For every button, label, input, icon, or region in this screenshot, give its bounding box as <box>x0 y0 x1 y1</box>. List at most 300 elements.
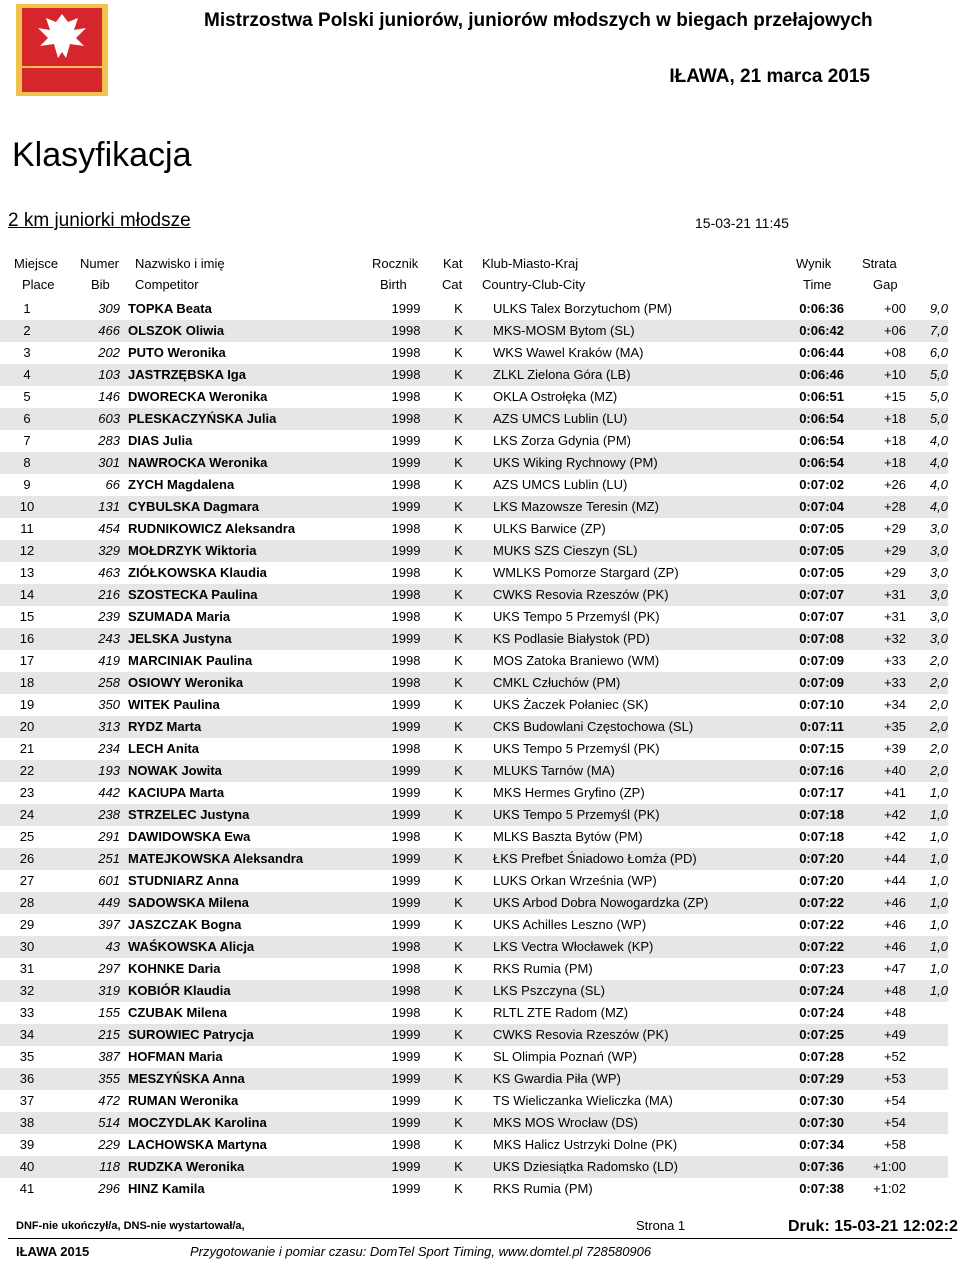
time-gap: +48 <box>883 1005 906 1020</box>
bib-cell: 387 <box>98 1049 120 1064</box>
header-birth-en: Birth <box>380 277 407 292</box>
table-row <box>0 1090 948 1112</box>
table-row <box>0 540 948 562</box>
place-cell: 3 <box>23 345 31 360</box>
club-name: MKS-MOSM Bytom (SL) <box>481 320 783 342</box>
table-row <box>0 782 948 804</box>
table-row <box>0 870 948 892</box>
category: K <box>436 892 481 914</box>
points <box>906 1134 948 1156</box>
table-row <box>0 606 948 628</box>
place-cell: 32 <box>0 980 54 1002</box>
category: K <box>454 917 463 932</box>
points: 4,0 <box>906 496 948 518</box>
time-gap: +54 <box>844 1112 906 1134</box>
category: K <box>436 760 481 782</box>
time-gap: +18 <box>844 452 906 474</box>
birth-year: 1998 <box>391 1005 421 1020</box>
table-row <box>0 826 948 848</box>
header-time-pl: Wynik <box>796 256 832 271</box>
club-name: MUKS SZS Cieszyn (SL) <box>481 540 783 562</box>
place-cell: 25 <box>19 829 35 844</box>
category: K <box>436 408 481 430</box>
event-title: Mistrzostwa Polski juniorów, juniorów młodszych w biegach przełajowych <box>204 10 873 31</box>
club-name: SL Olimpia Poznań (WP) <box>493 1049 638 1064</box>
bib-cell: 251 <box>54 848 128 870</box>
category: K <box>436 980 481 1002</box>
time-gap: +31 <box>883 609 906 624</box>
header-time-en: Time <box>803 277 832 292</box>
result-time: 0:07:25 <box>783 1024 844 1046</box>
table-row <box>0 716 948 738</box>
birth-year: 1999 <box>376 892 436 914</box>
points: 2,0 <box>929 741 948 756</box>
result-time: 0:07:04 <box>783 496 844 518</box>
birth-year: 1999 <box>391 1181 421 1196</box>
time-gap: +46 <box>844 936 906 958</box>
club-name: AZS UMCS Lublin (LU) <box>481 408 783 430</box>
points <box>906 1002 948 1024</box>
competitor-name: JELSKA Justyna <box>128 628 376 650</box>
category: K <box>454 1049 463 1064</box>
bib-cell: 466 <box>54 320 128 342</box>
result-time: 0:07:28 <box>799 1049 844 1064</box>
club-name: TS Wieliczanka Wieliczka (MA) <box>493 1093 673 1108</box>
result-time: 0:07:11 <box>783 716 844 738</box>
table-row <box>0 386 948 408</box>
header-club-pl: Klub-Miasto-Kraj <box>482 256 579 271</box>
place-cell: 38 <box>0 1112 54 1134</box>
table-row <box>0 452 948 474</box>
pzla-eagle-icon <box>16 4 108 96</box>
club-name: CWKS Resovia Rzeszów (PK) <box>481 1024 783 1046</box>
points: 1,0 <box>906 848 948 870</box>
result-time: 0:07:30 <box>799 1093 844 1108</box>
birth-year: 1998 <box>391 741 421 756</box>
birth-year: 1998 <box>391 1137 421 1152</box>
points: 4,0 <box>906 452 948 474</box>
result-time: 0:07:38 <box>799 1181 844 1196</box>
competitor-name: STRZELEC Justyna <box>128 804 376 826</box>
table-row <box>0 650 948 672</box>
bib-cell: 291 <box>98 829 120 844</box>
time-gap: +34 <box>883 697 906 712</box>
competitor-name: JASZCZAK Bogna <box>128 917 242 932</box>
club-name: MLKS Baszta Bytów (PM) <box>493 829 643 844</box>
birth-year: 1999 <box>391 917 421 932</box>
category: K <box>454 565 463 580</box>
points: 1,0 <box>906 936 948 958</box>
time-gap: +54 <box>883 1093 906 1108</box>
competitor-name: CZUBAK Milena <box>128 1005 227 1020</box>
results-body <box>0 298 948 1200</box>
header-bib-pl: Numer <box>80 256 120 271</box>
birth-year: 1999 <box>376 1156 436 1178</box>
header-cat-en: Cat <box>442 277 463 292</box>
club-name: KS Podlasie Białystok (PD) <box>481 628 783 650</box>
points: 5,0 <box>906 364 948 386</box>
birth-year: 1998 <box>391 961 421 976</box>
time-gap: +44 <box>844 848 906 870</box>
category: K <box>436 936 481 958</box>
place-cell: 14 <box>0 584 54 606</box>
result-time: 0:06:44 <box>799 345 844 360</box>
category: K <box>454 301 463 316</box>
category: K <box>454 433 463 448</box>
place-cell: 22 <box>0 760 54 782</box>
header-place-en: Place <box>22 277 55 292</box>
bib-cell: 449 <box>54 892 128 914</box>
birth-year: 1998 <box>376 408 436 430</box>
table-row <box>0 364 948 386</box>
result-time: 0:07:22 <box>799 917 844 932</box>
competitor-name: DAWIDOWSKA Ewa <box>128 829 251 844</box>
table-row <box>0 562 948 584</box>
bib-cell: 454 <box>98 521 120 536</box>
time-gap: +08 <box>883 345 906 360</box>
header-gap-pl: Strata <box>862 256 897 271</box>
time-gap: +1:02 <box>873 1181 906 1196</box>
competitor-name: SUROWIEC Patrycja <box>128 1024 376 1046</box>
result-time: 0:07:09 <box>799 653 844 668</box>
table-row <box>0 298 948 320</box>
category: K <box>436 1068 481 1090</box>
table-row <box>0 496 948 518</box>
time-gap: +47 <box>883 961 906 976</box>
print-timestamp: Druk: 15-03-21 12:02:2 <box>788 1218 958 1235</box>
points <box>906 1090 948 1112</box>
competitor-name: MOCZYDLAK Karolina <box>128 1112 376 1134</box>
bib-cell: 193 <box>54 760 128 782</box>
category: K <box>454 961 463 976</box>
club-name: LKS Zorza Gdynia (PM) <box>493 433 631 448</box>
time-gap: +48 <box>844 980 906 1002</box>
club-name: RKS Rumia (PM) <box>493 961 593 976</box>
birth-year: 1998 <box>376 584 436 606</box>
result-time: 0:07:07 <box>799 609 844 624</box>
birth-year: 1999 <box>376 716 436 738</box>
footer-year: IŁAWA 2015 <box>16 1244 90 1259</box>
table-row <box>0 1112 948 1134</box>
birth-year: 1999 <box>391 785 421 800</box>
points <box>906 1112 948 1134</box>
competitor-name: HINZ Kamila <box>128 1181 205 1196</box>
race-datetime: 15-03-21 11:45 <box>695 215 789 231</box>
category: K <box>436 364 481 386</box>
place-cell: 40 <box>0 1156 54 1178</box>
birth-year: 1998 <box>391 345 421 360</box>
competitor-name: RUDZKA Weronika <box>128 1156 376 1178</box>
category: K <box>454 1093 463 1108</box>
time-gap: +31 <box>844 584 906 606</box>
club-name: MKS Halicz Ustrzyki Dolne (PK) <box>493 1137 678 1152</box>
table-row <box>0 936 948 958</box>
points: 3,0 <box>929 521 948 536</box>
place-cell: 1 <box>23 301 31 316</box>
competitor-name: RYDZ Marta <box>128 716 376 738</box>
birth-year: 1999 <box>376 1068 436 1090</box>
birth-year: 1999 <box>376 760 436 782</box>
race-title: 2 km juniorki młodsze <box>8 210 191 231</box>
bib-cell: 603 <box>54 408 128 430</box>
place-cell: 16 <box>0 628 54 650</box>
category: K <box>436 1024 481 1046</box>
club-name: CWKS Resovia Rzeszów (PK) <box>481 584 783 606</box>
header-name-en: Competitor <box>135 277 199 292</box>
time-gap: +06 <box>844 320 906 342</box>
bib-cell: 442 <box>98 785 120 800</box>
result-time: 0:07:20 <box>783 848 844 870</box>
birth-year: 1998 <box>391 829 421 844</box>
bib-cell: 202 <box>98 345 120 360</box>
header-cat-pl: Kat <box>443 256 463 271</box>
bib-cell: 419 <box>98 653 120 668</box>
competitor-name: JASTRZĘBSKA Iga <box>128 364 376 386</box>
result-time: 0:07:22 <box>783 892 844 914</box>
bib-cell: 234 <box>98 741 120 756</box>
birth-year: 1998 <box>391 653 421 668</box>
bib-cell: 215 <box>54 1024 128 1046</box>
place-cell: 13 <box>19 565 35 580</box>
points <box>906 1046 948 1068</box>
time-gap: +42 <box>844 804 906 826</box>
birth-year: 1999 <box>376 1112 436 1134</box>
bib-cell: 146 <box>98 389 120 404</box>
table-row <box>0 342 948 364</box>
place-cell: 9 <box>23 477 31 492</box>
birth-year: 1998 <box>391 609 421 624</box>
place-cell: 11 <box>20 521 34 536</box>
club-name: UKS Żaczek Połaniec (SK) <box>493 697 649 712</box>
category: K <box>436 320 481 342</box>
bib-cell: 301 <box>54 452 128 474</box>
table-row <box>0 1002 948 1024</box>
points: 5,0 <box>906 408 948 430</box>
result-time: 0:07:29 <box>783 1068 844 1090</box>
time-gap: +18 <box>844 408 906 430</box>
competitor-name: STUDNIARZ Anna <box>128 873 239 888</box>
category: K <box>436 804 481 826</box>
points: 1,0 <box>906 892 948 914</box>
place-cell: 41 <box>19 1181 35 1196</box>
category: K <box>436 540 481 562</box>
result-time: 0:07:16 <box>783 760 844 782</box>
bib-cell: 283 <box>98 433 120 448</box>
points: 2,0 <box>906 716 948 738</box>
birth-year: 1999 <box>376 848 436 870</box>
place-cell: 29 <box>19 917 35 932</box>
header-place-pl: Miejsce <box>14 256 59 271</box>
bib-cell: 258 <box>54 672 128 694</box>
place-cell: 24 <box>0 804 54 826</box>
club-name: UKS Tempo 5 Przemyśl (PK) <box>493 741 660 756</box>
time-gap: +52 <box>883 1049 906 1064</box>
points: 4,0 <box>929 433 948 448</box>
category: K <box>436 848 481 870</box>
result-time: 0:07:23 <box>799 961 844 976</box>
points: 2,0 <box>929 653 948 668</box>
points: 4,0 <box>929 477 948 492</box>
category: K <box>454 873 463 888</box>
table-row <box>0 518 948 540</box>
result-time: 0:07:24 <box>783 980 844 1002</box>
time-gap: +58 <box>883 1137 906 1152</box>
place-cell: 27 <box>19 873 35 888</box>
competitor-name: KOBIÓR Klaudia <box>128 980 376 1002</box>
bib-cell: 319 <box>54 980 128 1002</box>
time-gap: +40 <box>844 760 906 782</box>
category: K <box>436 452 481 474</box>
table-row <box>0 672 948 694</box>
birth-year: 1998 <box>391 521 421 536</box>
competitor-name: PLESKACZYŃSKA Julia <box>128 408 376 430</box>
table-row <box>0 914 948 936</box>
time-gap: +32 <box>844 628 906 650</box>
points <box>906 1178 948 1200</box>
category: K <box>454 477 463 492</box>
place-cell: 33 <box>19 1005 35 1020</box>
place-cell: 2 <box>0 320 54 342</box>
club-name: UKS Arbod Dobra Nowogardzka (ZP) <box>481 892 783 914</box>
competitor-name: SADOWSKA Milena <box>128 892 376 914</box>
club-name: ŁKS Prefbet Śniadowo Łomża (PD) <box>481 848 783 870</box>
category: K <box>436 1156 481 1178</box>
bib-cell: 309 <box>98 301 120 316</box>
bib-cell: 238 <box>54 804 128 826</box>
place-cell: 36 <box>0 1068 54 1090</box>
bib-cell: 350 <box>98 697 120 712</box>
category: K <box>454 1005 463 1020</box>
competitor-name: CYBULSKA Dagmara <box>128 496 376 518</box>
category: K <box>436 584 481 606</box>
footer-note: DNF-nie ukończył/a, DNS-nie wystartował/a, <box>16 1220 245 1232</box>
result-time: 0:07:20 <box>799 873 844 888</box>
category: K <box>454 1181 463 1196</box>
time-gap: +53 <box>844 1068 906 1090</box>
points: 1,0 <box>906 804 948 826</box>
table-row <box>0 760 948 782</box>
result-time: 0:06:54 <box>783 452 844 474</box>
time-gap: +10 <box>844 364 906 386</box>
competitor-name: ZIÓŁKOWSKA Klaudia <box>128 565 267 580</box>
place-cell: 20 <box>0 716 54 738</box>
bib-cell: 313 <box>54 716 128 738</box>
time-gap: +33 <box>844 672 906 694</box>
time-gap: +26 <box>883 477 906 492</box>
points: 1,0 <box>929 873 948 888</box>
table-row <box>0 430 948 452</box>
table-row <box>0 584 948 606</box>
table-row <box>0 980 948 1002</box>
club-name: LUKS Orkan Września (WP) <box>493 873 657 888</box>
competitor-name: NAWROCKA Weronika <box>128 452 376 474</box>
points: 7,0 <box>906 320 948 342</box>
header-club-en: Country-Club-City <box>482 277 586 292</box>
club-name: RLTL ZTE Radom (MZ) <box>493 1005 629 1020</box>
place-cell: 37 <box>19 1093 35 1108</box>
points: 3,0 <box>929 609 948 624</box>
points <box>906 1156 948 1178</box>
result-time: 0:06:42 <box>783 320 844 342</box>
club-name: WMLKS Pomorze Stargard (ZP) <box>493 565 679 580</box>
bib-cell: 43 <box>54 936 128 958</box>
place-cell: 4 <box>0 364 54 386</box>
competitor-name: DWORECKA Weronika <box>128 389 268 404</box>
place-cell: 5 <box>23 389 31 404</box>
page-title: Klasyfikacja <box>12 136 192 174</box>
results-table <box>0 298 948 1200</box>
points: 1,0 <box>929 961 948 976</box>
birth-year: 1998 <box>376 980 436 1002</box>
birth-year: 1998 <box>376 936 436 958</box>
competitor-name: SZOSTECKA Paulina <box>128 584 376 606</box>
table-row <box>0 628 948 650</box>
category: K <box>436 1112 481 1134</box>
competitor-name: LECH Anita <box>128 741 200 756</box>
result-time: 0:06:54 <box>799 433 844 448</box>
time-gap: +29 <box>883 521 906 536</box>
competitor-name: RUDNIKOWICZ Aleksandra <box>128 521 296 536</box>
club-name: UKS Dziesiątka Radomsko (LD) <box>481 1156 783 1178</box>
points: 3,0 <box>906 628 948 650</box>
birth-year: 1998 <box>391 565 421 580</box>
footer-divider <box>8 1238 952 1239</box>
club-name: ULKS Barwice (ZP) <box>493 521 606 536</box>
table-row <box>0 958 948 980</box>
time-gap: +39 <box>883 741 906 756</box>
time-gap: +28 <box>844 496 906 518</box>
place-cell: 30 <box>0 936 54 958</box>
result-time: 0:07:10 <box>799 697 844 712</box>
birth-year: 1999 <box>376 540 436 562</box>
birth-year: 1999 <box>391 433 421 448</box>
time-gap: +46 <box>844 892 906 914</box>
time-gap: +42 <box>883 829 906 844</box>
points: 1,0 <box>929 829 948 844</box>
result-time: 0:07:24 <box>799 1005 844 1020</box>
competitor-name: HOFMAN Maria <box>128 1049 223 1064</box>
place-cell: 7 <box>23 433 31 448</box>
table-row <box>0 1156 948 1178</box>
time-gap: +33 <box>883 653 906 668</box>
club-name: MKS Hermes Gryfino (ZP) <box>493 785 645 800</box>
competitor-name: TOPKA Beata <box>128 301 212 316</box>
birth-year: 1999 <box>391 1049 421 1064</box>
place-cell: 23 <box>19 785 35 800</box>
table-row <box>0 1134 948 1156</box>
club-name: LKS Pszczyna (SL) <box>481 980 783 1002</box>
place-cell: 6 <box>0 408 54 430</box>
table-row <box>0 1024 948 1046</box>
category: K <box>436 716 481 738</box>
club-name: ZLKL Zielona Góra (LB) <box>481 364 783 386</box>
time-gap: +00 <box>883 301 906 316</box>
club-name: WKS Wawel Kraków (MA) <box>493 345 644 360</box>
competitor-name: OLSZOK Oliwia <box>128 320 376 342</box>
place-cell: 8 <box>0 452 54 474</box>
header-birth-pl: Rocznik <box>372 256 419 271</box>
competitor-name: ZYCH Magdalena <box>128 477 235 492</box>
category: K <box>454 345 463 360</box>
place-cell: 18 <box>0 672 54 694</box>
competitor-name: SZUMADA Maria <box>128 609 231 624</box>
table-row <box>0 892 948 914</box>
place-cell: 12 <box>0 540 54 562</box>
bib-cell: 243 <box>54 628 128 650</box>
time-gap: +41 <box>883 785 906 800</box>
result-time: 0:07:17 <box>799 785 844 800</box>
table-row <box>0 474 948 496</box>
